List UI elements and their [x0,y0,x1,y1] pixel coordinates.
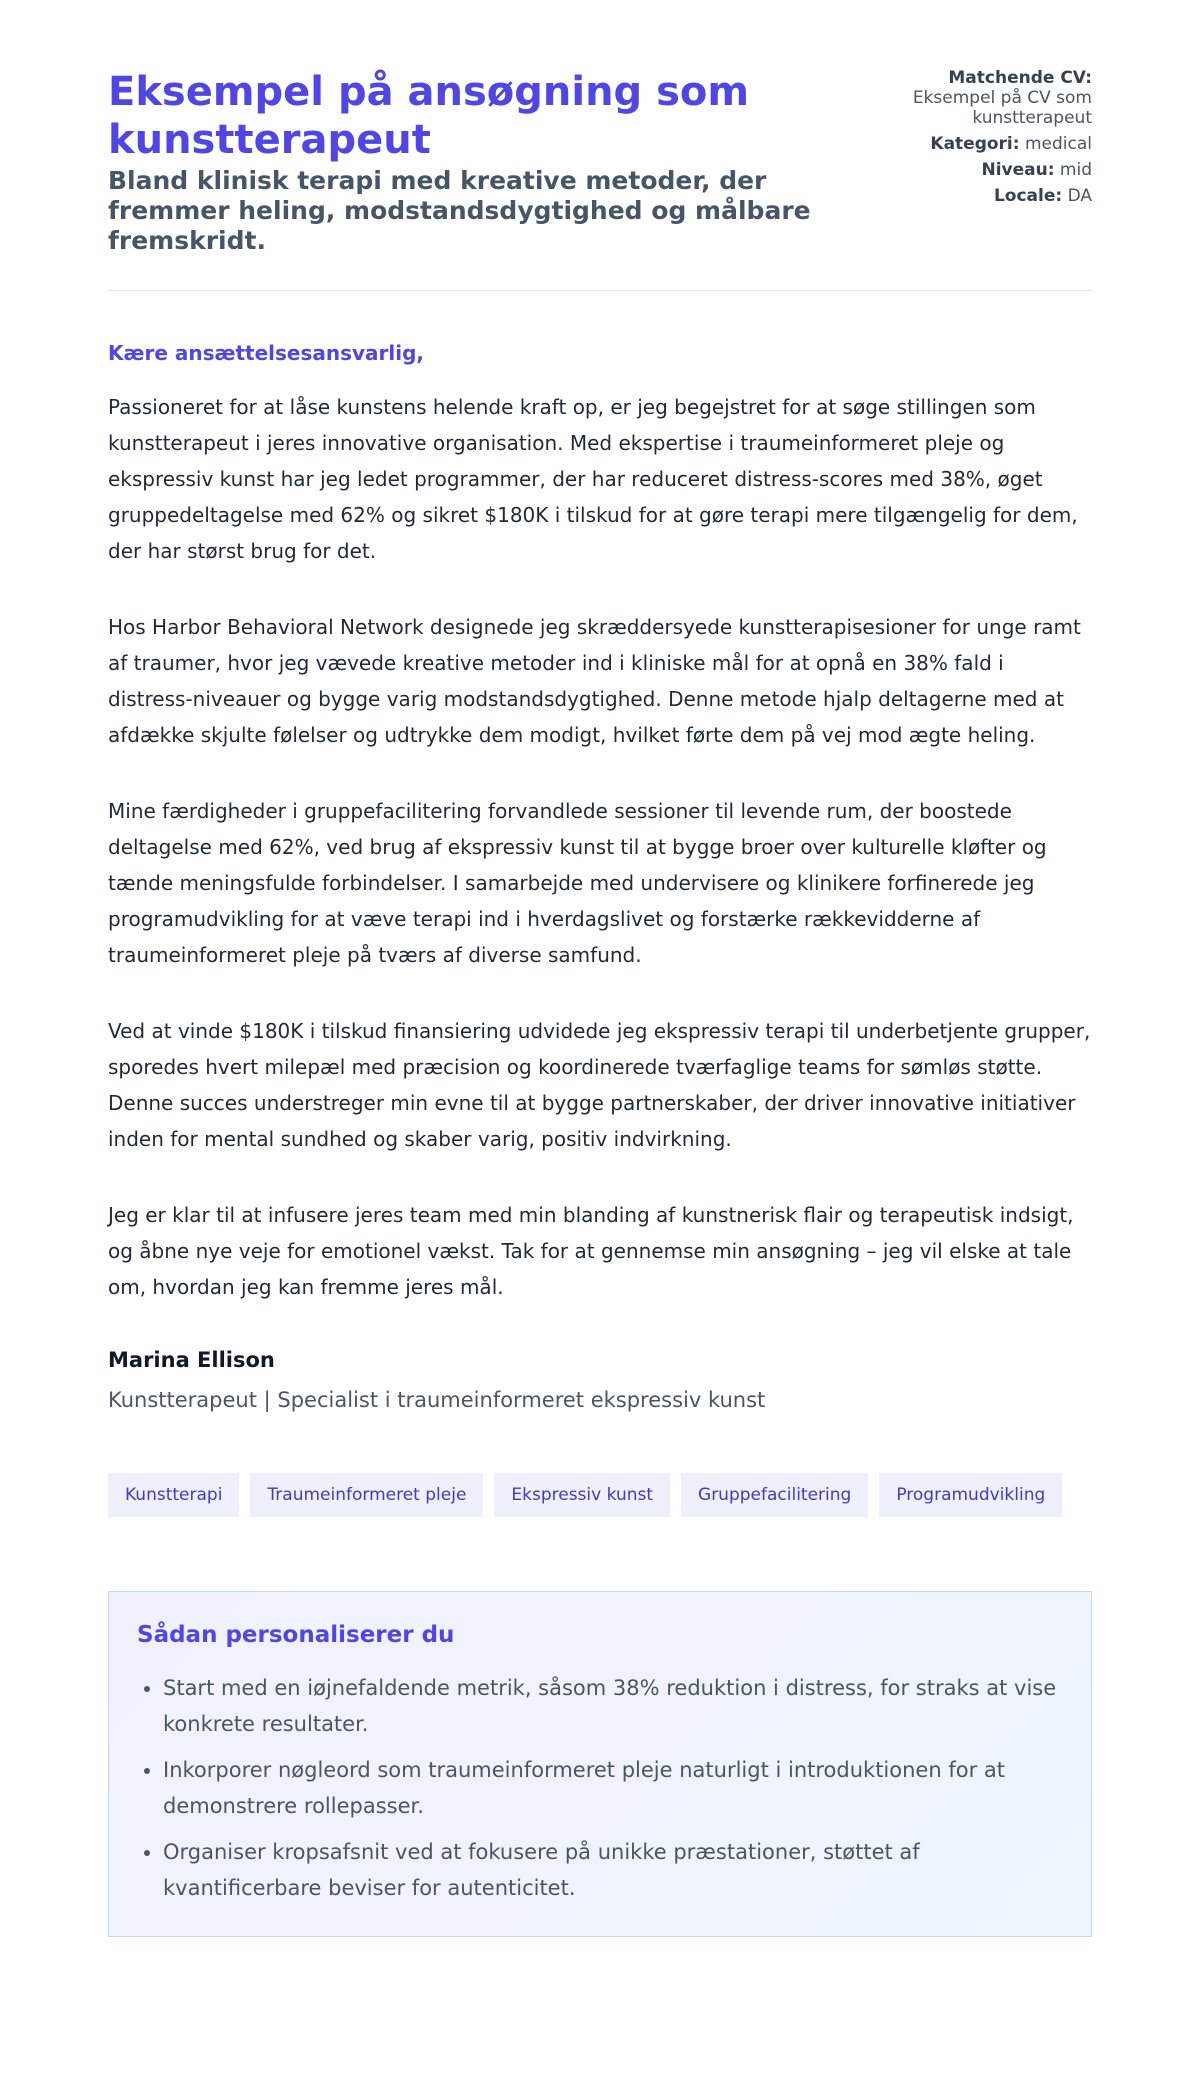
meta-panel [842,68,1092,212]
skill-tags [108,1473,1092,1517]
skill-tag: Gruppefacilitering [681,1473,868,1517]
letter-paragraph: Jeg er klar til at infusere jeres team med min blanding af kunstnerisk flair og terapeutisk indsigt, og åbne nye veje for emotionel vækst. Tak for at gennemse min ansøgning – jeg vil elske at tale om, hvordan jeg kan fremme jeres mål. [108,1203,1074,1299]
tip-item: • Inkorporer nøgleord som traumeinformeret pleje naturligt i introduktionen for at demonstrere rollepasser. [163,1752,1063,1824]
meta-cv-label: Matchende CV: [948,68,1092,88]
letter-body [108,389,1092,1305]
meta-locale-label: Locale: [993,186,1063,206]
letter-greeting: Kære ansættelsesansvarlig, [108,341,425,365]
signature-name: Marina Ellison [108,1348,275,1372]
page-subtitle: Bland klinisk terapi med kreative metoder, der fremmer heling, modstandsdygtighed og målbare fremskridt. [108,166,811,255]
skill-tag: Ekspressiv kunst [494,1473,670,1517]
letter-paragraph: Mine færdigheder i gruppefacilitering forvandlede sessioner til levende rum, der boostede deltagelse med 62%, ved brug af ekspressiv kunst til at bygge broer over kulturelle kløfter og tænde meningsfulde forbindelser. I samarbejde med undervisere og klinikere forfinerede jeg programudvikling for at væve terapi ind i hverdagslivet og forstærke rækkevidderne af traumeinformeret pleje på tværs af diverse samfund. [108,799,1047,967]
signature-title: Kunstterapeut | Specialist i traumeinformeret ekspressiv kunst [108,1388,766,1412]
page-title: Eksempel på ansøgning som kunstterapeut [108,69,750,163]
meta-category [842,134,1092,154]
skill-tag: Programudvikling [879,1473,1062,1517]
personalization-tips-box [108,1591,1092,1937]
tip-item: • Start med en iøjnefaldende metrik, såsom 38% reduktion i distress, for straks at vise konkrete resultater. [163,1670,1063,1742]
meta-matching-cv [842,68,1092,128]
letter-paragraph: Ved at vinde $180K i tilskud finansiering udvidede jeg ekspressiv terapi til underbetjente grupper, sporedes hvert milepæl med præcision og koordinerede tværfaglige teams for sømløs støtte. Denne succes understreger min evne til at bygge partnerskaber, der driver innovative initiativer inden for mental sundhed og skaber varig, positiv indvirkning. [108,1019,1091,1151]
header-titles [108,68,828,256]
meta-locale-value: DA [1067,186,1092,206]
meta-level [842,160,1092,180]
meta-category-value: medical [1024,134,1092,154]
meta-cv-link[interactable]: Eksempel på CV som kunstterapeut [912,88,1092,128]
tip-item: • Organiser kropsafsnit ved at fokusere på unikke præstationer, støttet af kvantificerbare beviser for autenticitet. [163,1834,1063,1906]
tips-title: Sådan personaliserer du [137,1622,455,1648]
meta-category-label: Kategori: [930,134,1020,154]
meta-locale [842,186,1092,206]
signature-block [108,1345,1092,1415]
skill-tag: Traumeinformeret pleje [250,1473,483,1517]
tips-list [137,1670,1063,1906]
meta-level-label: Niveau: [981,160,1055,180]
letter-header [108,68,1092,291]
meta-level-value: mid [1059,160,1092,180]
letter-paragraph: Hos Harbor Behavioral Network designede jeg skræddersyede kunstterapisesioner for unge ramt af traumer, hvor jeg vævede kreative metoder ind i kliniske mål for at opnå en 38% fald i distress-niveauer og bygge varig modstandsdygtighed. Denne metode hjalp deltagerne med at afdække skjulte følelser og udtrykke dem modigt, hvilket førte dem på vej mod ægte heling. [108,615,1081,747]
letter-paragraph: Passioneret for at låse kunstens helende kraft op, er jeg begejstret for at søge stillingen som kunstterapeut i jeres innovative organisation. Med ekspertise i traumeinformeret pleje og ekspressiv kunst har jeg ledet programmer, der har reduceret distress-scores med 38%, øget gruppedeltagelse med 62% og sikret $180K i tilskud for at gøre terapi mere tilgængelig for dem, der har størst brug for det. [108,395,1078,563]
skill-tag: Kunstterapi [108,1473,239,1517]
